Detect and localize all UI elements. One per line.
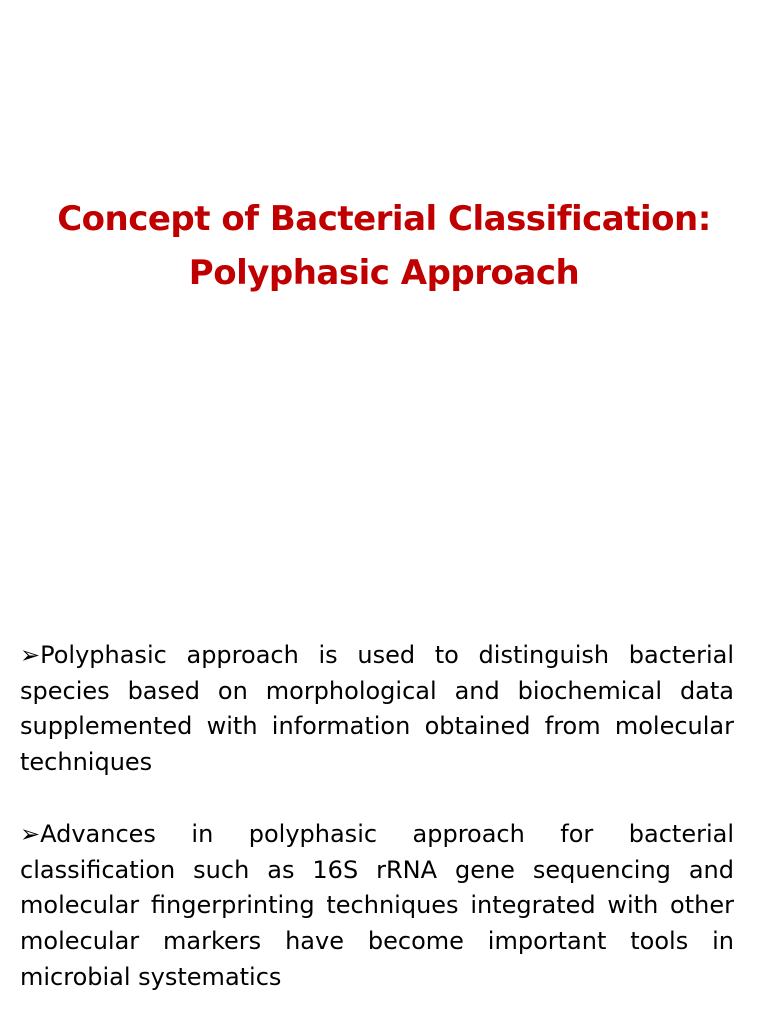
arrow-bullet-icon: ➢: [20, 819, 41, 848]
bullet-text: Advances in polyphasic approach for bacterial classification such as 16S rRNA gene sequencing and molecular fingerprinting techniques integrated with other molecular markers have become important tools in microbial systematics: [20, 819, 734, 991]
bullet-item: [20, 817, 734, 996]
arrow-bullet-icon: ➢: [20, 641, 41, 669]
title-line-1: Concept of Bacterial Classification:: [57, 199, 711, 239]
title-line-2: Polyphasic Approach: [188, 253, 580, 293]
bullet-list: [20, 638, 734, 1031]
bullet-text: Polyphasic approach is used to distinguish bacterial species based on morphological and biochemical data supplemented with information obtained from molecular techniques: [20, 641, 734, 777]
slide-title: [30, 192, 738, 300]
bullet-item: [20, 638, 734, 781]
